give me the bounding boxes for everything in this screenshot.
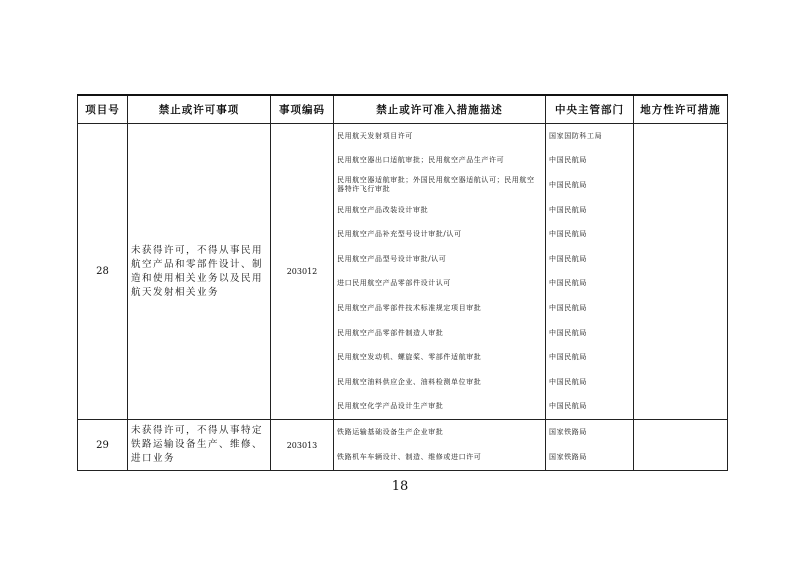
negative-list-table: [77, 94, 728, 471]
measure-line: 铁路机车车辆设计、制造、维修或进口许可: [337, 452, 482, 461]
page-number: 18: [391, 479, 409, 494]
row-code: 203012: [271, 124, 334, 420]
row-depts: [546, 420, 634, 471]
dept-line: 中国民航局: [549, 254, 587, 263]
dept-line: 国家国防科工局: [549, 131, 603, 140]
header-item-no: 项目号: [78, 95, 128, 124]
header-code: 事项编码: [271, 95, 334, 124]
dept-line: 中国民航局: [549, 303, 587, 312]
row-local-measure: [634, 124, 728, 420]
dept-line: 中国民航局: [549, 328, 587, 337]
dept-line: 中国民航局: [549, 205, 587, 214]
dept-line: 中国民航局: [549, 180, 587, 189]
measure-line: 民用航空器适航审批；外国民用航空器适航认可；民用航空器特许飞行审批: [337, 176, 535, 194]
row-measures: [334, 420, 546, 471]
measure-line: 民用航空产品零部件技术标准规定项目审批: [337, 303, 482, 312]
measure-line: 民用航空油料供应企业、油料检测单位审批: [337, 377, 482, 386]
row-local-measure: [634, 420, 728, 471]
table-row: [78, 124, 728, 420]
dept-line: 国家铁路局: [549, 452, 587, 461]
dept-line: 国家铁路局: [549, 427, 587, 436]
measure-line: 民用航空发动机、螺旋桨、零部件适航审批: [337, 353, 482, 362]
row-depts: [546, 124, 634, 420]
header-dept: 中央主管部门: [546, 95, 634, 124]
measure-line: 民用航空产品补充型号设计审批/认可: [337, 230, 462, 239]
dept-line: 中国民航局: [549, 353, 587, 362]
dept-line: 中国民航局: [549, 279, 587, 288]
header-local: 地方性许可措施: [634, 95, 728, 124]
measure-line: 民用航空产品零部件制造人审批: [337, 328, 444, 337]
row-code: 203013: [271, 420, 334, 471]
header-item: 禁止或许可事项: [128, 95, 271, 124]
header-measure: 禁止或许可准入措施描述: [334, 95, 546, 124]
measure-line: 民用航空化学产品设计生产审批: [337, 402, 444, 411]
row-item-text: 未获得许可，不得从事特定铁路运输设备生产、维修、进口业务: [128, 420, 271, 471]
row-item-text: 未获得许可，不得从事民用航空产品和零部件设计、制造和使用相关业务以及民用航天发射相关业务: [128, 124, 271, 420]
table-header-row: [78, 95, 728, 124]
table-row: [78, 420, 728, 471]
measure-line: 民用航天发射项目许可: [337, 131, 413, 140]
measure-line: 进口民用航空产品零部件设计认可: [337, 279, 451, 288]
dept-line: 中国民航局: [549, 377, 587, 386]
measure-line: 铁路运输基础设备生产企业审批: [337, 427, 444, 436]
dept-line: 中国民航局: [549, 402, 587, 411]
measure-line: 民用航空器出口适航审批；民用航空产品生产许可: [337, 156, 505, 165]
measure-line: 民用航空产品改装设计审批: [337, 205, 429, 214]
dept-line: 中国民航局: [549, 156, 587, 165]
row-item-no: 28: [78, 124, 128, 420]
row-measures: [334, 124, 546, 420]
row-item-no: 29: [78, 420, 128, 471]
dept-line: 中国民航局: [549, 230, 587, 239]
measure-line: 民用航空产品型号设计审批/认可: [337, 254, 447, 263]
